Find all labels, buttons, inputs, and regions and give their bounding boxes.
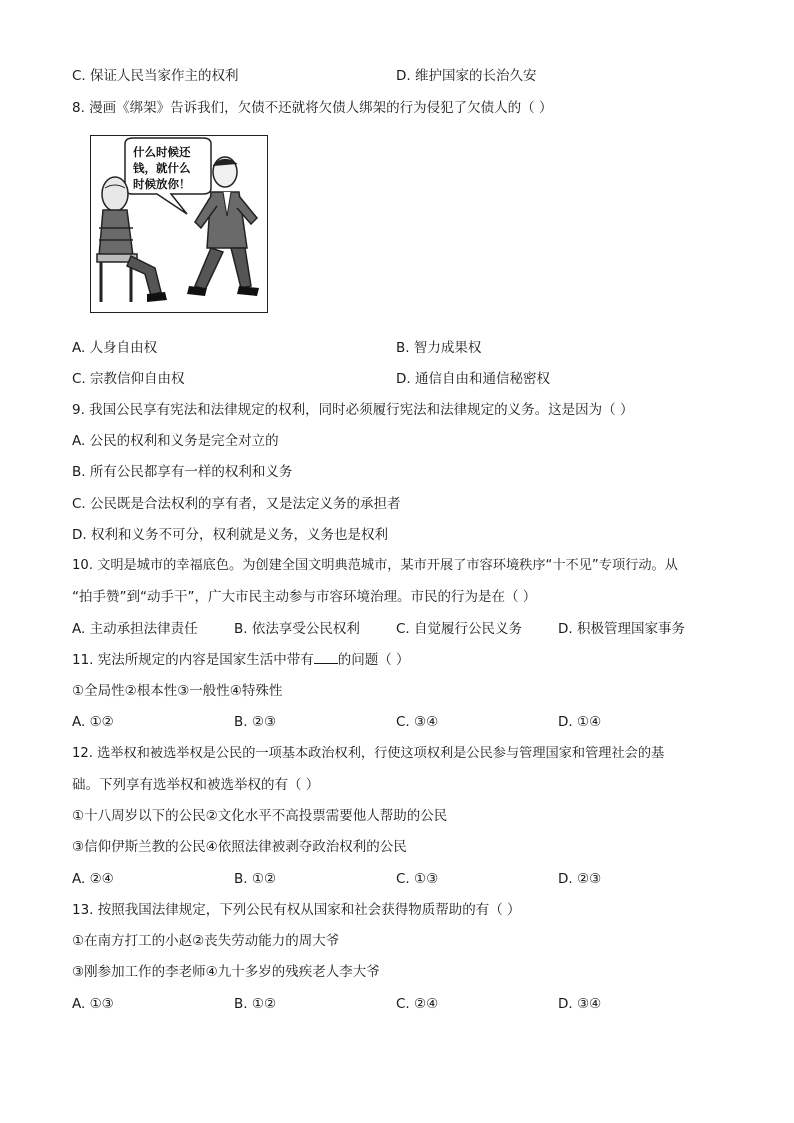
q12-items-line-1: ①十八周岁以下的公民②文化水平不高投票需要他人帮助的公民 xyxy=(72,808,448,824)
cartoon-illustration xyxy=(91,136,267,312)
q8-option-d: D. 通信自由和通信秘密权 xyxy=(396,371,550,387)
q8-option-c: C. 宗教信仰自由权 xyxy=(72,371,185,387)
q11-option-d: D. ①④ xyxy=(558,714,602,730)
q9-option-a: A. 公民的权利和义务是完全对立的 xyxy=(72,433,279,449)
q13-items-line-1: ①在南方打工的小赵②丧失劳动能力的周大爷 xyxy=(72,933,340,949)
q8-stem: 8. 漫画《绑架》告诉我们，欠债不还就将欠债人绑架的行为侵犯了欠债人的（ ） xyxy=(72,100,553,116)
q13-option-a: A. ①③ xyxy=(72,996,114,1012)
q13-stem: 13. 按照我国法律规定，下列公民有权从国家和社会获得物质帮助的有（ ） xyxy=(72,902,521,918)
bubble-line-2: 钱，就什么 xyxy=(133,161,191,175)
q12-option-c: C. ①③ xyxy=(396,871,439,887)
q13-items-line-2: ③刚参加工作的李老师④九十多岁的残疾老人李大爷 xyxy=(72,964,380,980)
q12-items-line-2: ③信仰伊斯兰教的公民④依照法律被剥夺政治权利的公民 xyxy=(72,839,407,855)
q12-option-d: D. ②③ xyxy=(558,871,602,887)
q10-option-d: D. 积极管理国家事务 xyxy=(558,621,685,637)
q11-stem-before: 11. 宪法所规定的内容是国家生活中带有 xyxy=(72,652,314,668)
q10-option-c: C. 自觉履行公民义务 xyxy=(396,621,523,637)
q11-stem-after: 的问题（ ） xyxy=(337,652,410,668)
q9-option-c: C. 公民既是合法权利的享有者，又是法定义务的承担者 xyxy=(72,496,401,512)
q11-option-b: B. ②③ xyxy=(234,714,277,730)
prev-option-d: D. 维护国家的长治久安 xyxy=(396,68,537,84)
q10-stem-line-1: 10. 文明是城市的幸福底色。为创建全国文明典范城市，某市开展了市容环境秩序“十不见”专项行动。从 xyxy=(72,558,678,573)
q11-stem xyxy=(72,651,410,669)
q9-option-d: D. 权利和义务不可分，权利就是义务，义务也是权利 xyxy=(72,527,388,543)
q11-items: ①全局性②根本性③一般性④特殊性 xyxy=(72,683,283,699)
q12-stem-line-2: 础。下列享有选举权和被选举权的有（ ） xyxy=(72,777,320,793)
q12-option-b: B. ①② xyxy=(234,871,277,887)
q13-option-c: C. ②④ xyxy=(396,996,439,1012)
q13-option-d: D. ③④ xyxy=(558,996,602,1012)
q10-stem-line-2: “拍手赞”到“动手干”，广大市民主动参与市容环境治理。市民的行为是在（ ） xyxy=(72,589,537,605)
q11-blank xyxy=(314,651,338,664)
bubble-line-1: 什么时候还 xyxy=(133,145,191,159)
q10-option-b: B. 依法享受公民权利 xyxy=(234,621,360,637)
prev-option-c: C. 保证人民当家作主的权利 xyxy=(72,68,239,84)
q13-option-b: B. ①② xyxy=(234,996,277,1012)
q10-option-a: A. 主动承担法律责任 xyxy=(72,621,198,637)
q11-option-c: C. ③④ xyxy=(396,714,439,730)
q12-stem-line-1: 12. 选举权和被选举权是公民的一项基本政治权利，行使这项权利是公民参与管理国家和管理社会的基 xyxy=(72,746,665,761)
cartoon-kidnapping-image xyxy=(90,135,268,313)
bubble-line-3: 时候放你！ xyxy=(133,177,191,191)
q9-option-b: B. 所有公民都享有一样的权利和义务 xyxy=(72,464,293,480)
q12-option-a: A. ②④ xyxy=(72,871,114,887)
q8-option-a: A. 人身自由权 xyxy=(72,340,158,356)
q11-option-a: A. ①② xyxy=(72,714,114,730)
q8-option-b: B. 智力成果权 xyxy=(396,340,482,356)
q9-stem: 9. 我国公民享有宪法和法律规定的权利，同时必须履行宪法和法律规定的义务。这是因为（ ） xyxy=(72,402,634,418)
